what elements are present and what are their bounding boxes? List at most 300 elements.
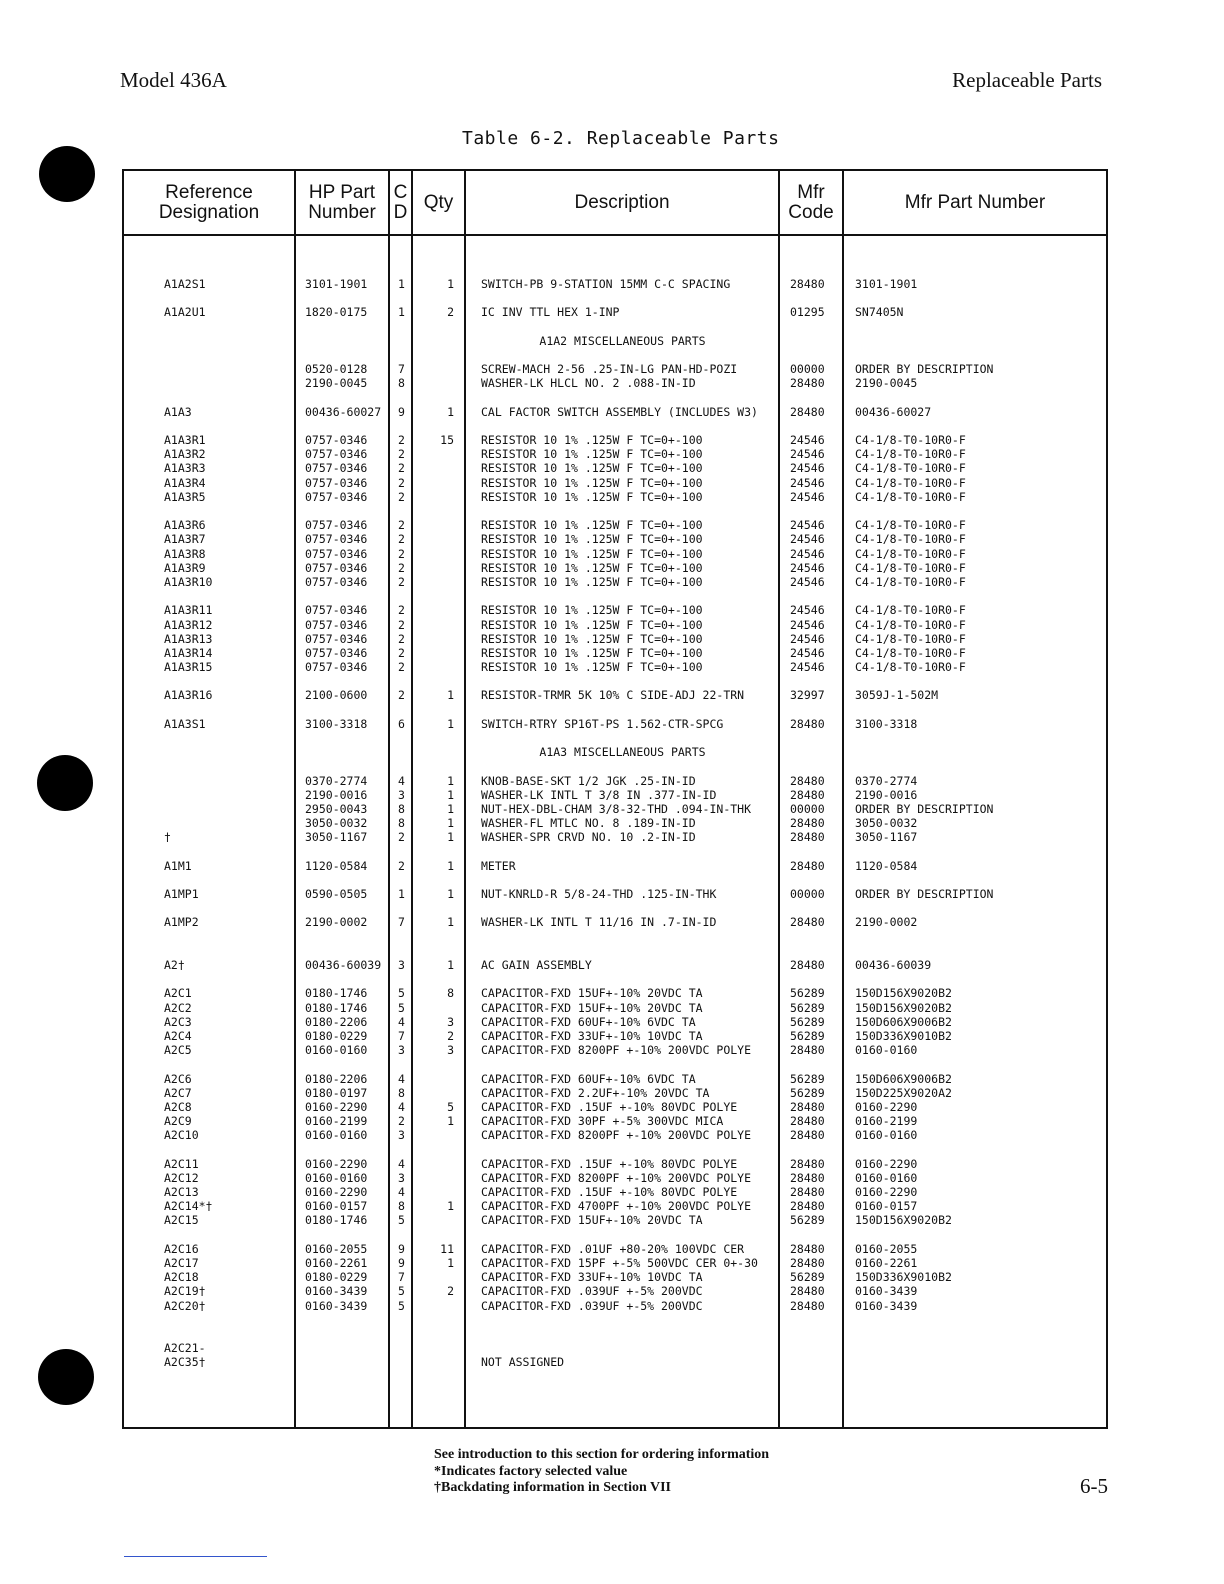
hp-part-number: 0757-0346 [305,603,368,618]
hp-part-number: 0160-2290 [305,1099,368,1114]
row-spacer [0,873,1224,887]
mfr-code: 24546 [790,447,825,462]
ref-designation: A2C19† [164,1284,206,1299]
ref-designation: A2C6 [164,1071,192,1086]
table-row [0,1029,1224,1043]
mfr-code: 28480 [790,716,825,731]
cd-digit: 4 [398,1156,405,1171]
ref-designation: A2C12 [164,1170,199,1185]
ref-designation: A1A3R9 [164,560,206,575]
row-spacer [0,291,1224,305]
table-row [0,887,1224,901]
quantity: 1 [447,688,454,703]
cd-digit: 6 [398,716,405,731]
mfr-code: 56289 [790,1028,825,1043]
mfr-part-number: 0160-2290 [855,1156,918,1171]
hp-part-number: 3100-3318 [305,716,368,731]
hp-part-number: 2950-0043 [305,801,368,816]
table-row [0,646,1224,660]
quantity: 1 [447,277,454,291]
cd-digit: 3 [398,958,405,972]
mfr-part-number: 150D606X9006B2 [855,1071,952,1086]
ref-designation: A1A3R10 [164,574,213,589]
description: WASHER-LK HLCL NO. 2 .088-IN-ID [481,376,696,391]
col-header-cd: C D [393,181,408,223]
hp-part-number: 0757-0346 [305,433,368,448]
quantity: 2 [447,1028,454,1043]
table-row [0,1341,1224,1355]
col-header-hp-part: HP Part Number [308,181,376,223]
description: RESISTOR 10 1% .125W F TC=0+-100 [481,433,703,448]
hp-part-number: 2100-0600 [305,688,368,703]
footnote-backdating: †Backdating information in Section VII [434,1480,671,1495]
table-row [0,1270,1224,1284]
description: RESISTOR 10 1% .125W F TC=0+-100 [481,532,703,547]
ref-designation: A2C16 [164,1241,199,1256]
table-row [0,774,1224,788]
hp-part-number: 0160-0160 [305,1170,368,1185]
ref-designation: A1A2S1 [164,277,206,291]
description: RESISTOR 10 1% .125W F TC=0+-100 [481,489,703,504]
cd-digit: 4 [398,773,405,788]
mfr-code: 24546 [790,617,825,632]
table-row [0,618,1224,632]
table-row [0,518,1224,532]
table-row [0,1128,1224,1142]
header-divider [124,234,1106,236]
description: CAPACITOR-FXD .01UF +80-20% 100VDC CER [481,1241,745,1256]
hp-part-number: 0180-0197 [305,1085,368,1100]
description: CAPACITOR-FXD 2.2UF+-10% 20VDC TA [481,1085,710,1100]
row-spacer [0,901,1224,915]
mfr-part-number: 1120-0584 [855,858,918,873]
mfr-code: 24546 [790,603,825,618]
cd-digit: 1 [398,887,405,902]
table-row [0,1284,1224,1298]
hp-part-number: 0757-0346 [305,546,368,561]
description: RESISTOR 10 1% .125W F TC=0+-100 [481,461,703,476]
row-spacer [0,504,1224,518]
ref-designation: A1MP1 [164,887,199,902]
hp-part-number: 3101-1901 [305,277,368,291]
hp-part-number: 0180-1746 [305,1000,368,1015]
mfr-part-number: 0160-2261 [855,1255,918,1270]
mfr-part-number: C4-1/8-T0-10R0-F [855,660,966,675]
description: RESISTOR 10 1% .125W F TC=0+-100 [481,603,703,618]
cd-digit: 2 [398,532,405,547]
cd-digit: 2 [398,560,405,575]
description: IC INV TTL HEX 1-INP [481,305,620,320]
mfr-code: 28480 [790,1128,825,1143]
description: CAPACITOR-FXD 15UF+-10% 20VDC TA [481,986,703,1001]
mfr-code: 28480 [790,773,825,788]
description: METER [481,858,516,873]
hp-part-number: 3050-1167 [305,830,368,845]
table-row [0,1199,1224,1213]
row-spacer [0,1327,1224,1341]
quantity: 1 [447,787,454,802]
description: CAPACITOR-FXD 8200PF +-10% 200VDC POLYE [481,1043,752,1058]
description: CAPACITOR-FXD 60UF+-10% 6VDC TA [481,1014,696,1029]
mfr-code: 28480 [790,1284,825,1299]
ref-designation: A1A3R8 [164,546,206,561]
table-row [0,447,1224,461]
description: WASHER-SPR CRVD NO. 10 .2-IN-ID [481,830,696,845]
table-row [0,1001,1224,1015]
mfr-code: 56289 [790,986,825,1001]
mfr-code: 28480 [790,830,825,845]
ref-designation: A2C1 [164,986,192,1001]
description: KNOB-BASE-SKT 1/2 JGK .25-IN-ID [481,773,696,788]
mfr-part-number: 0160-0160 [855,1043,918,1058]
description: CAPACITOR-FXD 33UF+-10% 10VDC TA [481,1028,703,1043]
ref-designation: A2C3 [164,1014,192,1029]
cd-digit: 5 [398,1000,405,1015]
description: WASHER-LK INTL T 3/8 IN .377-IN-ID [481,787,717,802]
description: RESISTOR 10 1% .125W F TC=0+-100 [481,447,703,462]
table-row [0,461,1224,475]
hp-part-number: 0370-2774 [305,773,368,788]
description: CAPACITOR-FXD 8200PF +-10% 200VDC POLYE [481,1128,752,1143]
table-row [0,277,1224,291]
hp-part-number: 2190-0002 [305,915,368,930]
footnotes [434,1447,769,1497]
ref-designation: A2C7 [164,1085,192,1100]
table-row [0,958,1224,972]
table-row [0,1242,1224,1256]
table-row [0,1299,1224,1313]
hp-part-number: 0180-0229 [305,1270,368,1285]
quantity: 2 [447,305,454,320]
description: NOT ASSIGNED [481,1355,565,1370]
hp-part-number: 0160-2290 [305,1185,368,1199]
table-row [0,1256,1224,1270]
cd-digit: 2 [398,631,405,646]
table-row [0,547,1224,561]
table-row [0,1015,1224,1029]
hp-part-number: 0520-0128 [305,362,368,377]
row-spacer [0,1313,1224,1327]
mfr-part-number: C4-1/8-T0-10R0-F [855,532,966,547]
hp-part-number: 0757-0346 [305,475,368,490]
quantity: 1 [447,1114,454,1129]
table-row [0,1171,1224,1185]
page-number: 6-5 [1080,1474,1108,1498]
description: NUT-HEX-DBL-CHAM 3/8-32-THD .094-IN-THK [481,801,752,816]
mfr-part-number: C4-1/8-T0-10R0-F [855,574,966,589]
mfr-part-number: 2190-0002 [855,915,918,930]
mfr-part-number: 00436-60039 [855,958,932,972]
mfr-code: 00000 [790,887,825,902]
cd-digit: 2 [398,688,405,703]
table-row [0,1072,1224,1086]
quantity: 1 [447,404,454,419]
table-row [0,362,1224,376]
mfr-code: 56289 [790,1270,825,1285]
hp-part-number: 1820-0175 [305,305,368,320]
mfr-part-number: 0160-0160 [855,1128,918,1143]
hp-part-number: 0180-2206 [305,1071,368,1086]
mfr-part-number: 150D336X9010B2 [855,1028,952,1043]
mfr-part-number: C4-1/8-T0-10R0-F [855,447,966,462]
footnote-factory-selected: *Indicates factory selected value [434,1463,628,1479]
mfr-code: 28480 [790,277,825,291]
hp-part-number: 0180-1746 [305,1213,368,1228]
description: CAPACITOR-FXD 4700PF +-10% 200VDC POLYE [481,1199,752,1214]
col-header-mfr-code: Mfr Code [788,181,834,223]
section-subheading-row [0,334,1224,348]
ref-designation: A1M1 [164,858,192,873]
ref-designation: A1A3R2 [164,447,206,462]
hp-part-number: 0180-1746 [305,986,368,1001]
cd-digit: 2 [398,518,405,533]
table-row [0,1185,1224,1199]
mfr-part-number: 3050-0032 [855,816,918,831]
cd-digit: 9 [398,1255,405,1270]
description: RESISTOR 10 1% .125W F TC=0+-100 [481,574,703,589]
mfr-code: 24546 [790,532,825,547]
hp-part-number: 0160-0160 [305,1128,368,1143]
quantity: 1 [447,1255,454,1270]
mfr-part-number: C4-1/8-T0-10R0-F [855,475,966,490]
cd-digit: 2 [398,489,405,504]
description: AC GAIN ASSEMBLY [481,958,592,972]
quantity: 8 [447,986,454,1001]
hp-part-number: 3050-0032 [305,816,368,831]
cd-digit: 5 [398,1213,405,1228]
ref-designation: A2C8 [164,1099,192,1114]
cd-digit: 2 [398,574,405,589]
ref-designation: A2C17 [164,1255,199,1270]
mfr-part-number: 0160-3439 [855,1298,918,1313]
ref-designation: A2C21- [164,1341,206,1356]
ref-designation: A2C15 [164,1213,199,1228]
cd-digit: 7 [398,362,405,377]
mfr-code: 28480 [790,1170,825,1185]
mfr-code: 24546 [790,518,825,533]
mfr-code: 28480 [790,1241,825,1256]
description: CAPACITOR-FXD 15PF +-5% 500VDC CER 0+-30 [481,1255,758,1270]
table-row [0,816,1224,830]
row-spacer [0,731,1224,745]
table-row [0,632,1224,646]
row-spacer [0,1057,1224,1071]
cd-digit: 5 [398,1284,405,1299]
quantity: 1 [447,716,454,731]
mfr-part-number: 0160-2055 [855,1241,918,1256]
mfr-part-number: C4-1/8-T0-10R0-F [855,560,966,575]
cd-digit: 4 [398,1014,405,1029]
mfr-code: 28480 [790,1298,825,1313]
hp-part-number: 00436-60027 [305,404,382,419]
mfr-code: 24546 [790,489,825,504]
cd-digit: 1 [398,277,405,291]
mfr-code: 28480 [790,858,825,873]
cd-digit: 3 [398,787,405,802]
table-row [0,859,1224,873]
hp-part-number: 00436-60039 [305,958,382,972]
description: WASHER-LK INTL T 11/16 IN .7-IN-ID [481,915,717,930]
description: RESISTOR 10 1% .125W F TC=0+-100 [481,560,703,575]
mfr-part-number: 0160-3439 [855,1284,918,1299]
mfr-part-number: 3059J-1-502M [855,688,939,703]
ref-designation: A2C10 [164,1128,199,1143]
table-row [0,1355,1224,1369]
ref-designation: A2C13 [164,1185,199,1199]
ref-designation: A2C14*† [164,1199,213,1214]
row-spacer [0,759,1224,773]
table-row [0,802,1224,816]
description: RESISTOR 10 1% .125W F TC=0+-100 [481,546,703,561]
mfr-code: 24546 [790,631,825,646]
row-spacer [0,1142,1224,1156]
mfr-code: 28480 [790,1199,825,1214]
ref-designation: A1MP2 [164,915,199,930]
description: RESISTOR 10 1% .125W F TC=0+-100 [481,631,703,646]
col-header-qty: Qty [423,191,454,213]
mfr-part-number: 2190-0045 [855,376,918,391]
table-row [0,433,1224,447]
mfr-part-number: 150D225X9020A2 [855,1085,952,1100]
cd-digit: 1 [398,305,405,320]
mfr-part-number: 150D156X9020B2 [855,1000,952,1015]
mfr-code: 00000 [790,362,825,377]
description: CAPACITOR-FXD .15UF +-10% 80VDC POLYE [481,1099,738,1114]
mfr-part-number: C4-1/8-T0-10R0-F [855,433,966,448]
table-row [0,717,1224,731]
quantity: 3 [447,1014,454,1029]
ref-designation: A1A2U1 [164,305,206,320]
description: A1A2 MISCELLANEOUS PARTS [539,333,706,348]
hp-part-number: 0160-0160 [305,1043,368,1058]
cd-digit: 7 [398,915,405,930]
mfr-code: 28480 [790,1156,825,1171]
table-row [0,1213,1224,1227]
hp-part-number: 0180-0229 [305,1028,368,1043]
hp-part-number: 0757-0346 [305,631,368,646]
description: RESISTOR 10 1% .125W F TC=0+-100 [481,518,703,533]
cd-digit: 3 [398,1043,405,1058]
mfr-code: 56289 [790,1071,825,1086]
mfr-part-number: 3100-3318 [855,716,918,731]
quantity: 11 [440,1241,454,1256]
description: RESISTOR 10 1% .125W F TC=0+-100 [481,617,703,632]
mfr-part-number: C4-1/8-T0-10R0-F [855,546,966,561]
quantity: 1 [447,773,454,788]
mfr-part-number: 00436-60027 [855,404,932,419]
hp-part-number: 0757-0346 [305,617,368,632]
ref-designation: A2C35† [164,1355,206,1370]
quantity: 1 [447,1199,454,1214]
table-row [0,532,1224,546]
quantity: 5 [447,1099,454,1114]
mfr-part-number: SN7405N [855,305,904,320]
cd-digit: 2 [398,617,405,632]
ref-designation: A1A3R11 [164,603,213,618]
hp-part-number: 0160-2055 [305,1241,368,1256]
ref-designation: A2C18 [164,1270,199,1285]
mfr-code: 00000 [790,801,825,816]
hp-part-number: 0160-0157 [305,1199,368,1214]
section-header: Replaceable Parts [952,68,1102,92]
mfr-part-number: C4-1/8-T0-10R0-F [855,631,966,646]
mfr-code: 28480 [790,376,825,391]
hp-part-number: 0757-0346 [305,660,368,675]
description: SWITCH-RTRY SP16T-PS 1.562-CTR-SPCG [481,716,724,731]
mfr-code: 28480 [790,1255,825,1270]
table-row [0,1100,1224,1114]
mfr-code: 28480 [790,1043,825,1058]
description: CAPACITOR-FXD .15UF +-10% 80VDC POLYE [481,1185,738,1199]
table-row [0,830,1224,844]
ref-designation: A2C4 [164,1028,192,1043]
parts-rows [0,277,1224,1369]
description: RESISTOR-TRMR 5K 10% C SIDE-ADJ 22-TRN [481,688,745,703]
table-row [0,1043,1224,1057]
quantity: 2 [447,1284,454,1299]
description: A1A3 MISCELLANEOUS PARTS [539,745,706,760]
description: CAPACITOR-FXD .039UF +-5% 200VDC [481,1284,703,1299]
cd-digit: 3 [398,1170,405,1185]
mfr-part-number: 150D336X9010B2 [855,1270,952,1285]
hp-part-number: 0757-0346 [305,645,368,660]
mfr-part-number: C4-1/8-T0-10R0-F [855,645,966,660]
table-row [0,660,1224,674]
table-row [0,1157,1224,1171]
quantity: 1 [447,958,454,972]
row-spacer [0,320,1224,334]
table-row [0,490,1224,504]
mfr-part-number: 0160-0160 [855,1170,918,1185]
description: CAPACITOR-FXD 33UF+-10% 10VDC TA [481,1270,703,1285]
mfr-code: 28480 [790,1114,825,1129]
cd-digit: 8 [398,1199,405,1214]
mfr-part-number: ORDER BY DESCRIPTION [855,887,994,902]
hp-part-number: 0757-0346 [305,489,368,504]
mfr-code: 28480 [790,1185,825,1199]
ref-designation: A1A3R1 [164,433,206,448]
cd-digit: 2 [398,858,405,873]
hp-part-number: 0160-2199 [305,1114,368,1129]
table-row [0,788,1224,802]
mfr-code: 28480 [790,915,825,930]
hp-part-number: 0757-0346 [305,518,368,533]
mfr-part-number: 150D156X9020B2 [855,1213,952,1228]
description: CAPACITOR-FXD 60UF+-10% 6VDC TA [481,1071,696,1086]
row-spacer [0,703,1224,717]
ref-designation: A2C5 [164,1043,192,1058]
cd-digit: 8 [398,1085,405,1100]
table-row [0,305,1224,319]
table-row [0,561,1224,575]
mfr-code: 56289 [790,1000,825,1015]
col-header-mfr-part: Mfr Part Number [904,191,1046,213]
mfr-part-number: 2190-0016 [855,787,918,802]
cd-digit: 2 [398,461,405,476]
ref-designation: A2C20† [164,1298,206,1313]
ref-designation: A2† [164,958,185,972]
mfr-code: 01295 [790,305,825,320]
cd-digit: 4 [398,1071,405,1086]
cd-digit: 3 [398,1128,405,1143]
ref-designation: A1A3R12 [164,617,213,632]
mfr-part-number: 0370-2774 [855,773,918,788]
hp-part-number: 2190-0016 [305,787,368,802]
cd-digit: 2 [398,475,405,490]
col-header-description: Description [574,191,670,213]
hp-part-number: 0757-0346 [305,560,368,575]
footnote-ordering: See introduction to this section for ordering information [434,1447,770,1462]
